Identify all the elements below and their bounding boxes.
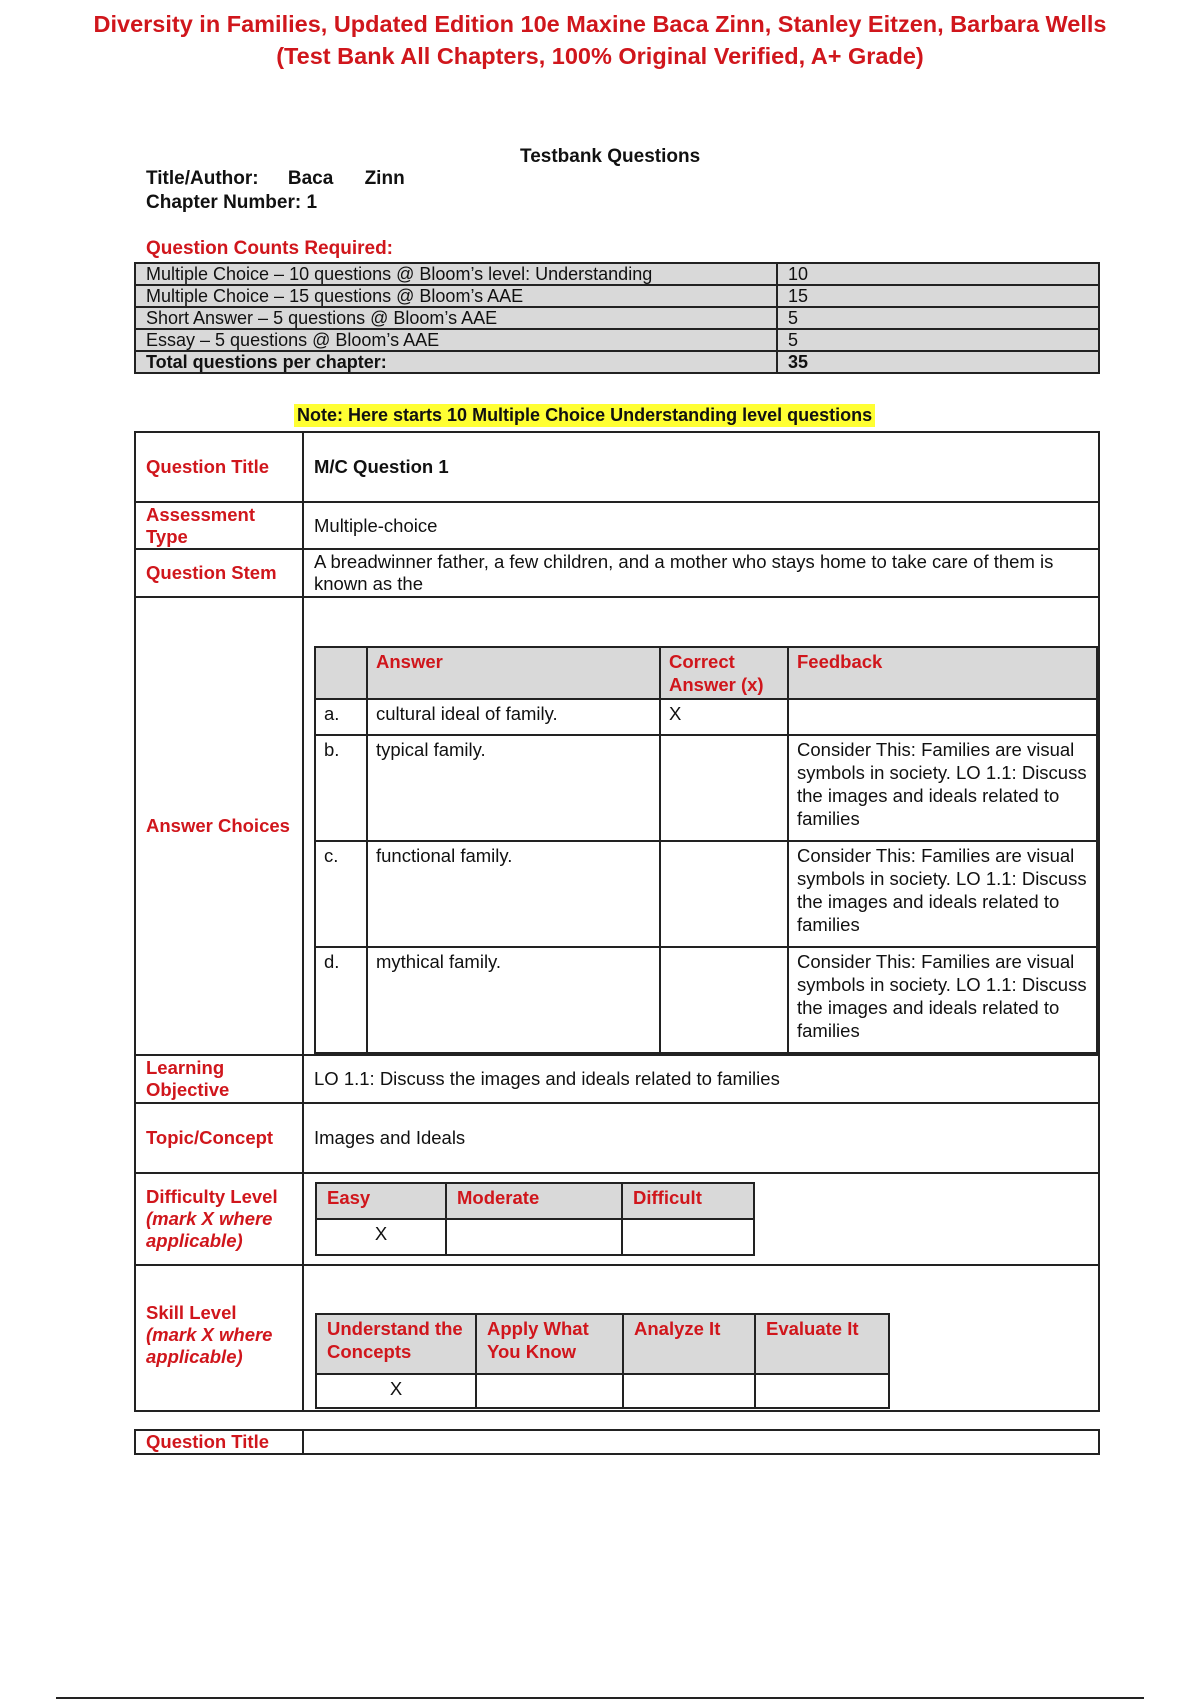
choice-correct: X (660, 699, 788, 735)
assessment-type-value: Multiple-choice (303, 502, 1099, 549)
note-banner: Note: Here starts 10 Multiple Choice Understanding level questions (294, 404, 875, 427)
skill-mark-row (316, 1374, 889, 1408)
choice-feedback: Consider This: Families are visual symbols in society. LO 1.1: Discuss the images and ideals related to families (788, 947, 1097, 1053)
skill-mark (755, 1374, 889, 1408)
topic-row (135, 1103, 1099, 1173)
difficulty-header-row (316, 1183, 754, 1219)
count-desc: Multiple Choice – 10 questions @ Bloom’s level: Understanding (135, 263, 777, 285)
assessment-type-label: Assessment Type (135, 502, 303, 549)
skill-label-cell (135, 1265, 303, 1411)
answer-choice-row (315, 947, 1097, 1053)
assessment-type-row (135, 502, 1099, 549)
count-desc: Multiple Choice – 15 questions @ Bloom’s AAE (135, 285, 777, 307)
choice-feedback (788, 699, 1097, 735)
choice-text: functional family. (367, 841, 660, 947)
table-row-total (135, 351, 1099, 373)
choice-feedback: Consider This: Families are visual symbols in society. LO 1.1: Discuss the images and ideals related to families (788, 841, 1097, 947)
answer-choice-row (315, 735, 1097, 841)
difficulty-moderate: Moderate (446, 1183, 622, 1219)
question-table (134, 431, 1100, 1412)
answer-header-row (315, 647, 1097, 699)
difficulty-label-cell (135, 1173, 303, 1265)
feedback-header: Feedback (788, 647, 1097, 699)
answer-choice-row (315, 841, 1097, 947)
count-num: 15 (777, 285, 1099, 307)
choice-letter: d. (315, 947, 367, 1053)
choice-letter: c. (315, 841, 367, 947)
difficulty-row (135, 1173, 1099, 1265)
difficulty-table (315, 1182, 755, 1256)
count-num: 5 (777, 307, 1099, 329)
question-stem-value: A breadwinner father, a few children, and a mother who stays home to take care of them is known as the (303, 549, 1099, 597)
question-stem-row (135, 549, 1099, 597)
count-num: 10 (777, 263, 1099, 285)
document-title (0, 8, 1200, 72)
total-label: Total questions per chapter: (135, 351, 777, 373)
difficulty-mark (446, 1219, 622, 1255)
learning-objective-label: Learning Objective (135, 1055, 303, 1103)
chapter-label: Chapter Number: (146, 192, 302, 213)
document-title-line-2: (Test Bank All Chapters, 100% Original Verified, A+ Grade) (276, 43, 924, 69)
question-title-row (135, 432, 1099, 502)
next-question-table (134, 1429, 1100, 1455)
difficulty-hint: (mark X where applicable) (146, 1208, 273, 1251)
choice-letter: a. (315, 699, 367, 735)
difficulty-cell (303, 1173, 1099, 1265)
skill-mark (476, 1374, 623, 1408)
page-bottom-rule (56, 1697, 1144, 1699)
count-desc: Short Answer – 5 questions @ Bloom’s AAE (135, 307, 777, 329)
table-row (135, 285, 1099, 307)
answer-choice-row (315, 699, 1097, 735)
skill-header-row (316, 1314, 889, 1374)
chapter-line (146, 192, 317, 214)
choice-feedback: Consider This: Families are visual symbols in society. LO 1.1: Discuss the images and ideals related to families (788, 735, 1097, 841)
answer-choices-label: Answer Choices (135, 597, 303, 1055)
choice-text: cultural ideal of family. (367, 699, 660, 735)
choice-letter: b. (315, 735, 367, 841)
question-stem-label: Question Stem (135, 549, 303, 597)
skill-label: Skill Level (146, 1302, 237, 1323)
skill-hint: (mark X where applicable) (146, 1324, 273, 1367)
table-row (135, 263, 1099, 285)
total-value: 35 (777, 351, 1099, 373)
next-question-title-value (303, 1430, 1099, 1454)
difficulty-mark-row (316, 1219, 754, 1255)
choice-text: typical family. (367, 735, 660, 841)
skill-table (315, 1313, 890, 1409)
difficulty-easy: Easy (316, 1183, 446, 1219)
testbank-heading: Testbank Questions (520, 146, 701, 167)
question-counts-table (134, 262, 1100, 374)
chapter-value: 1 (306, 192, 318, 213)
skill-apply: Apply What You Know (476, 1314, 623, 1374)
difficulty-difficult: Difficult (622, 1183, 754, 1219)
choice-correct (660, 947, 788, 1053)
choice-text: mythical family. (367, 947, 660, 1053)
question-counts-label: Question Counts Required: (146, 238, 393, 259)
table-row (135, 307, 1099, 329)
difficulty-mark: X (316, 1219, 446, 1255)
correct-answer-header: Correct Answer (x) (660, 647, 788, 699)
skill-row (135, 1265, 1099, 1411)
table-row (135, 329, 1099, 351)
answer-choices-cell (303, 597, 1099, 1055)
difficulty-mark (622, 1219, 754, 1255)
document-title-line-1: Diversity in Families, Updated Edition 10e Maxine Baca Zinn, Stanley Eitzen, Barbara Wells (93, 11, 1107, 37)
topic-value: Images and Ideals (303, 1103, 1099, 1173)
author-first: Baca (287, 168, 334, 189)
skill-analyze: Analyze It (623, 1314, 755, 1374)
question-title-label: Question Title (135, 432, 303, 502)
count-num: 5 (777, 329, 1099, 351)
skill-mark (623, 1374, 755, 1408)
title-author-line (146, 168, 405, 190)
learning-objective-value: LO 1.1: Discuss the images and ideals related to families (303, 1055, 1099, 1103)
learning-objective-row (135, 1055, 1099, 1103)
next-question-title-label: Question Title (135, 1430, 303, 1454)
answer-choices-row (135, 597, 1099, 1055)
answer-choices-table (314, 646, 1098, 1054)
topic-label: Topic/Concept (135, 1103, 303, 1173)
count-desc: Essay – 5 questions @ Bloom’s AAE (135, 329, 777, 351)
next-question-title-row (135, 1430, 1099, 1454)
skill-cell (303, 1265, 1099, 1411)
skill-evaluate: Evaluate It (755, 1314, 889, 1374)
choice-correct (660, 735, 788, 841)
question-title-value: M/C Question 1 (303, 432, 1099, 502)
skill-understand: Understand the Concepts (316, 1314, 476, 1374)
skill-mark: X (316, 1374, 476, 1408)
answer-header: Answer (367, 647, 660, 699)
choice-correct (660, 841, 788, 947)
title-author-label: Title/Author: (146, 168, 259, 189)
difficulty-label: Difficulty Level (146, 1186, 278, 1207)
author-last: Zinn (364, 168, 405, 189)
